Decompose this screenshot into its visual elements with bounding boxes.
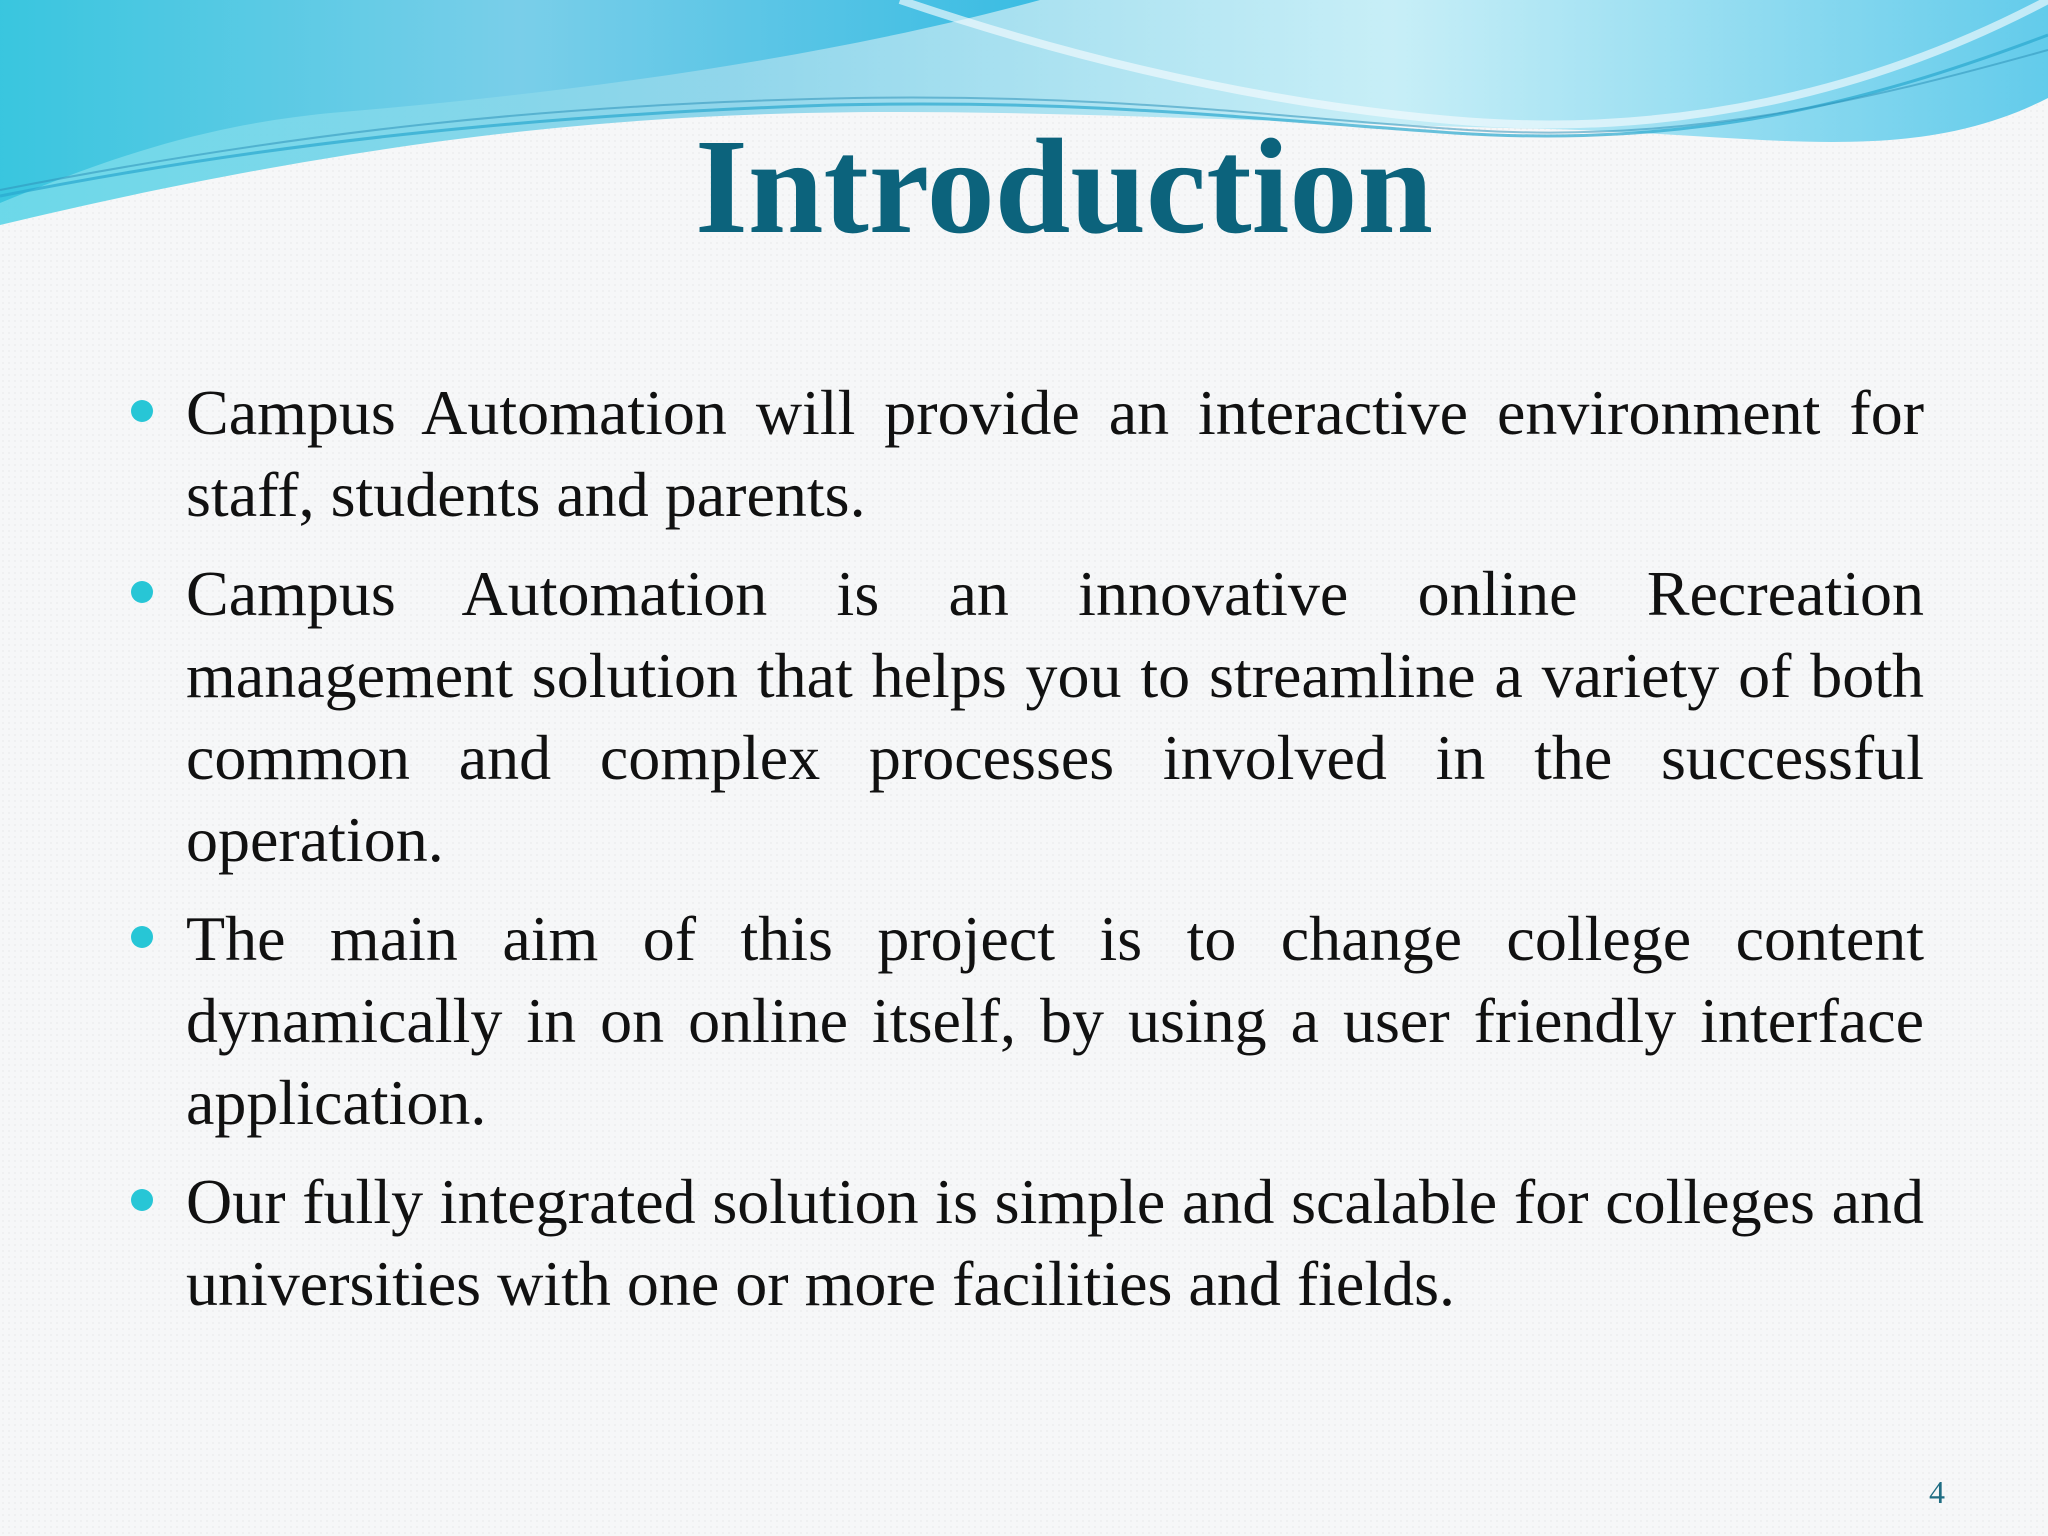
slide-title: Introduction bbox=[694, 112, 1434, 262]
bullet-marker-icon bbox=[131, 926, 153, 948]
bullet-marker-icon bbox=[131, 1189, 153, 1211]
bullet-marker-icon bbox=[131, 581, 153, 603]
bullet-item bbox=[128, 372, 1924, 536]
bullet-text: Our fully integrated solution is simple and scalable for colleges and universities with one or more facilities and fields. bbox=[186, 1166, 1924, 1319]
bullet-text: Campus Automation will provide an interactive environment for staff, students and parents. bbox=[186, 377, 1924, 530]
bullet-text: The main aim of this project is to change college content dynamically in on online itself, by using a user friendly interface application. bbox=[186, 903, 1924, 1138]
bullet-list bbox=[128, 372, 1924, 1342]
bullet-marker-icon bbox=[131, 400, 153, 422]
bullet-item bbox=[128, 553, 1924, 881]
bullet-item bbox=[128, 1161, 1924, 1325]
slide-page-number: 4 bbox=[1929, 1474, 1945, 1510]
bullet-item bbox=[128, 898, 1924, 1144]
bullet-text: Campus Automation is an innovative online Recreation management solution that helps you to streamline a variety of both common and complex processes involved in the successful operation. bbox=[186, 558, 1924, 875]
